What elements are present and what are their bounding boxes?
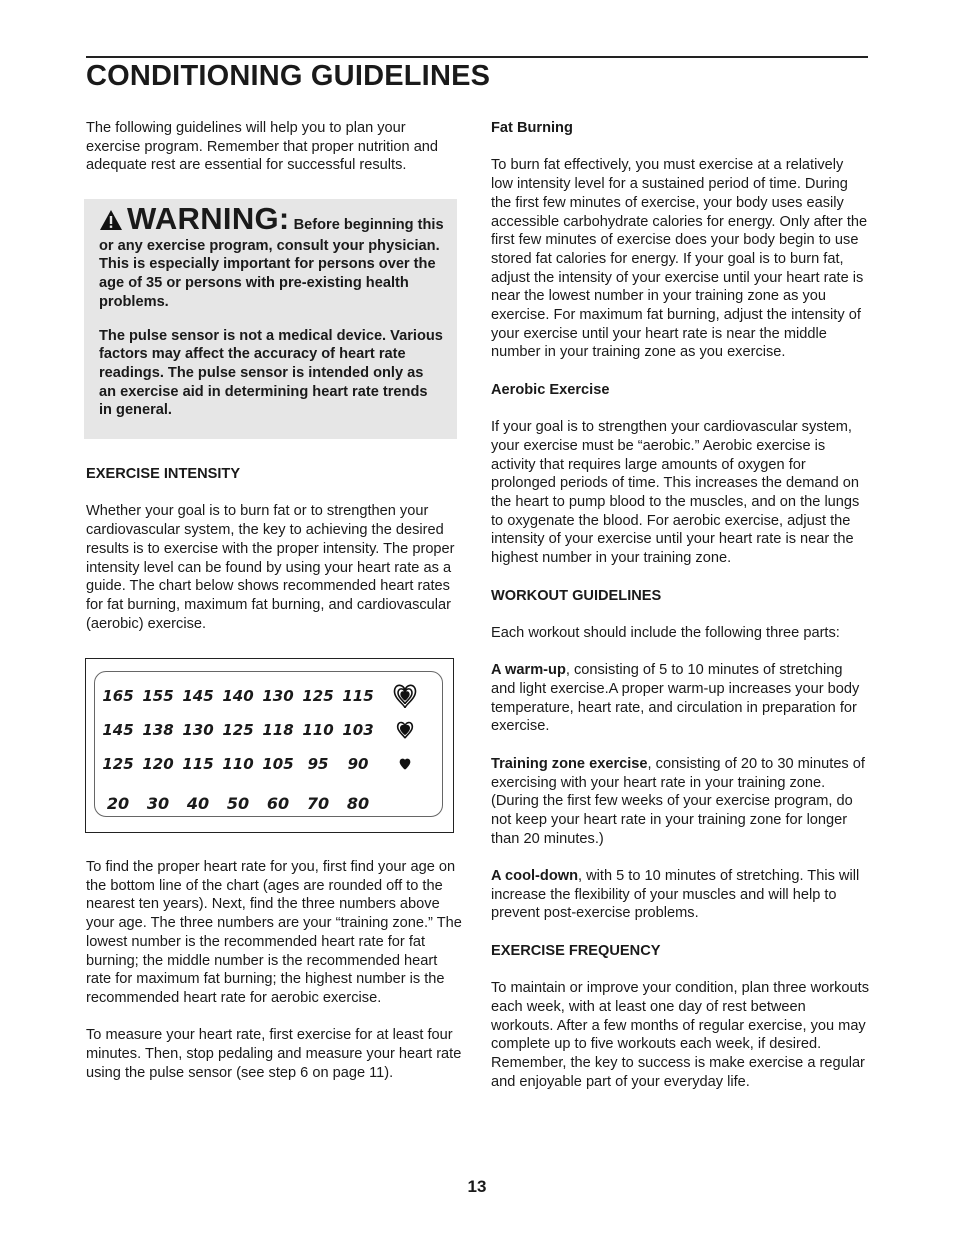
cooldown-label: A cool-down	[491, 868, 579, 884]
age-value: 30	[146, 794, 170, 813]
heart-rate-value: 165	[102, 687, 134, 705]
heart-rate-value: 118	[262, 721, 294, 739]
heart-rate-chart	[85, 658, 454, 833]
page-title: CONDITIONING GUIDELINES	[86, 60, 491, 92]
workout-intro: Each workout should include the following three parts:	[491, 624, 840, 641]
single-heart-icon	[391, 751, 419, 777]
heart-rate-value: 110	[302, 721, 334, 739]
exercise-intensity-section	[86, 465, 464, 633]
heart-rate-value: 125	[302, 687, 334, 705]
exercise-intensity-p3: To measure your heart rate, first exercise for at least four minutes. Then, stop pedaling and measure your heart rate using the pulse sensor (see step 6 on page 11).	[86, 1027, 462, 1081]
frequency-text: To maintain or improve your condition, plan three workouts each week, with at least one day of rest between workouts. After a few months of regular exercise, you may complete up to five workouts each week, if desired. Remember, the key to success is make exercise a regular and enjoyable part of your everyday life.	[491, 980, 870, 1090]
heart-rate-value: 105	[262, 755, 294, 773]
intro-paragraph: The following guidelines will help you to plan your exercise program. Remember that proper nutrition and adequate rest are essential for successful results.	[86, 120, 439, 174]
cooldown-paragraph	[491, 867, 869, 923]
aerobic-text: If your goal is to strengthen your cardiovascular system, your exercise must be “aerobic.” Aerobic exercise is activity that requires large amounts of oxygen for prolonged periods of time. This increases the demand on the heart to pump blood to the muscles, and on the lungs to oxygenate the blood. For aerobic exercise, adjust the intensity of your exercise until your heart rate is near the highest number in your training zone.	[491, 419, 860, 567]
heart-rate-value: 145	[182, 687, 214, 705]
warmup-paragraph	[491, 661, 869, 736]
heart-rate-value: 115	[342, 687, 374, 705]
warning-text-1: Before beginning this or any exercise program, consult your physician. This is especially important for persons over the age of 35 or persons with pre-existing health problems.	[99, 217, 444, 310]
warning-label: WARNING:	[127, 201, 290, 236]
heart-rate-value: 90	[347, 755, 369, 773]
warmup-text: , consisting of 5 to 10 minutes of stretching and light exercise.A proper warm-up increases your body temperature, heart rate, and circulation in preparation for exercise.	[491, 662, 860, 735]
age-value: 20	[106, 794, 130, 813]
exercise-intensity-p2: To find the proper heart rate for you, first find your age on the bottom line of the chart (ages are rounded off to the nearest ten years). Next, find the three numbers above your age. The three numbers are your “training zone.” The lowest number is the recommended heart rate for fat burning; the middle number is the recommended heart rate for maximum fat burning; the highest number is the recommended heart rate for aerobic exercise.	[86, 859, 462, 1006]
triple-heart-icon	[391, 683, 419, 709]
heart-rate-instructions	[86, 858, 464, 1082]
heart-rate-value: 155	[142, 687, 174, 705]
age-value: 40	[186, 794, 210, 813]
warning-triangle-icon	[99, 209, 123, 237]
heart-rate-chart-inner	[94, 671, 443, 817]
heart-rate-value: 130	[262, 687, 294, 705]
warmup-label: A warm-up	[491, 662, 566, 679]
warning-box	[84, 199, 457, 439]
warning-text-2: The pulse sensor is not a medical device. Various factors may affect the accuracy of heart rate readings. The pulse sensor is intended only as an exercise aid in determining heart rate trends in general.	[99, 327, 443, 419]
heart-rate-value: 110	[222, 755, 254, 773]
training-paragraph	[491, 755, 869, 849]
page-number: 13	[467, 1177, 487, 1196]
age-value: 60	[266, 794, 290, 813]
age-value: 50	[226, 794, 250, 813]
training-label: Training zone exercise	[491, 755, 648, 772]
exercise-intensity-heading: EXERCISE INTENSITY	[86, 466, 241, 482]
heart-rate-value: 103	[342, 721, 374, 739]
aerobic-heading: Aerobic Exercise	[491, 381, 610, 398]
exercise-intensity-p1: Whether your goal is to burn fat or to strengthen your cardiovascular system, the key to achieving the desired results is to exercise with the proper intensity. The proper intensity level can be found by using your heart rate as a guide. The chart below shows recommended heart rates for fat burning, maximum fat burning, and cardiovascular (aerobic) exercise.	[86, 503, 455, 632]
heart-rate-value: 145	[102, 721, 134, 739]
heart-rate-value: 130	[182, 721, 214, 739]
double-heart-icon	[391, 717, 419, 743]
heart-rate-value: 120	[142, 755, 174, 773]
heart-rate-value: 125	[102, 755, 134, 773]
title-rule	[86, 56, 868, 58]
heart-rate-value: 125	[222, 721, 254, 739]
age-value: 80	[346, 794, 370, 813]
fat-burning-heading: Fat Burning	[491, 120, 573, 136]
training-text: , consisting of 20 to 30 minutes of exercising with your heart rate in your training zone. (During the first few weeks of your exercise program, do not keep your heart rate in your training zone for longer than 20 minutes.)	[491, 755, 865, 847]
age-value: 70	[306, 794, 330, 813]
heart-rate-value: 95	[307, 755, 329, 773]
cooldown-text: , with 5 to 10 minutes of stretching. This will increase the flexibility of your muscles and will help to prevent post-exercise problems.	[491, 868, 860, 922]
heart-rate-value: 140	[222, 687, 254, 705]
heart-rate-value: 115	[182, 755, 214, 773]
fat-burning-text: To burn fat effectively, you must exercise at a relatively low intensity level for a sustained period of time. During the first few minutes of exercise, your body uses easily accessible carbohydrate calories for energy. Only after the first few minutes of exercise does your body begin to use stored fat calories for energy. If your goal is to burn fat, adjust the intensity of your exercise until your heart rate is near the lowest number in your training zone as you exercise. For maximum fat burning, adjust the intensity of your exercise until your heart rate is near the middle number in your training zone as you exercise.	[491, 157, 868, 361]
frequency-heading: EXERCISE FREQUENCY	[491, 942, 661, 959]
heart-rate-value: 138	[142, 721, 174, 739]
right-column	[491, 119, 869, 1091]
workout-heading: WORKOUT GUIDELINES	[491, 587, 662, 604]
